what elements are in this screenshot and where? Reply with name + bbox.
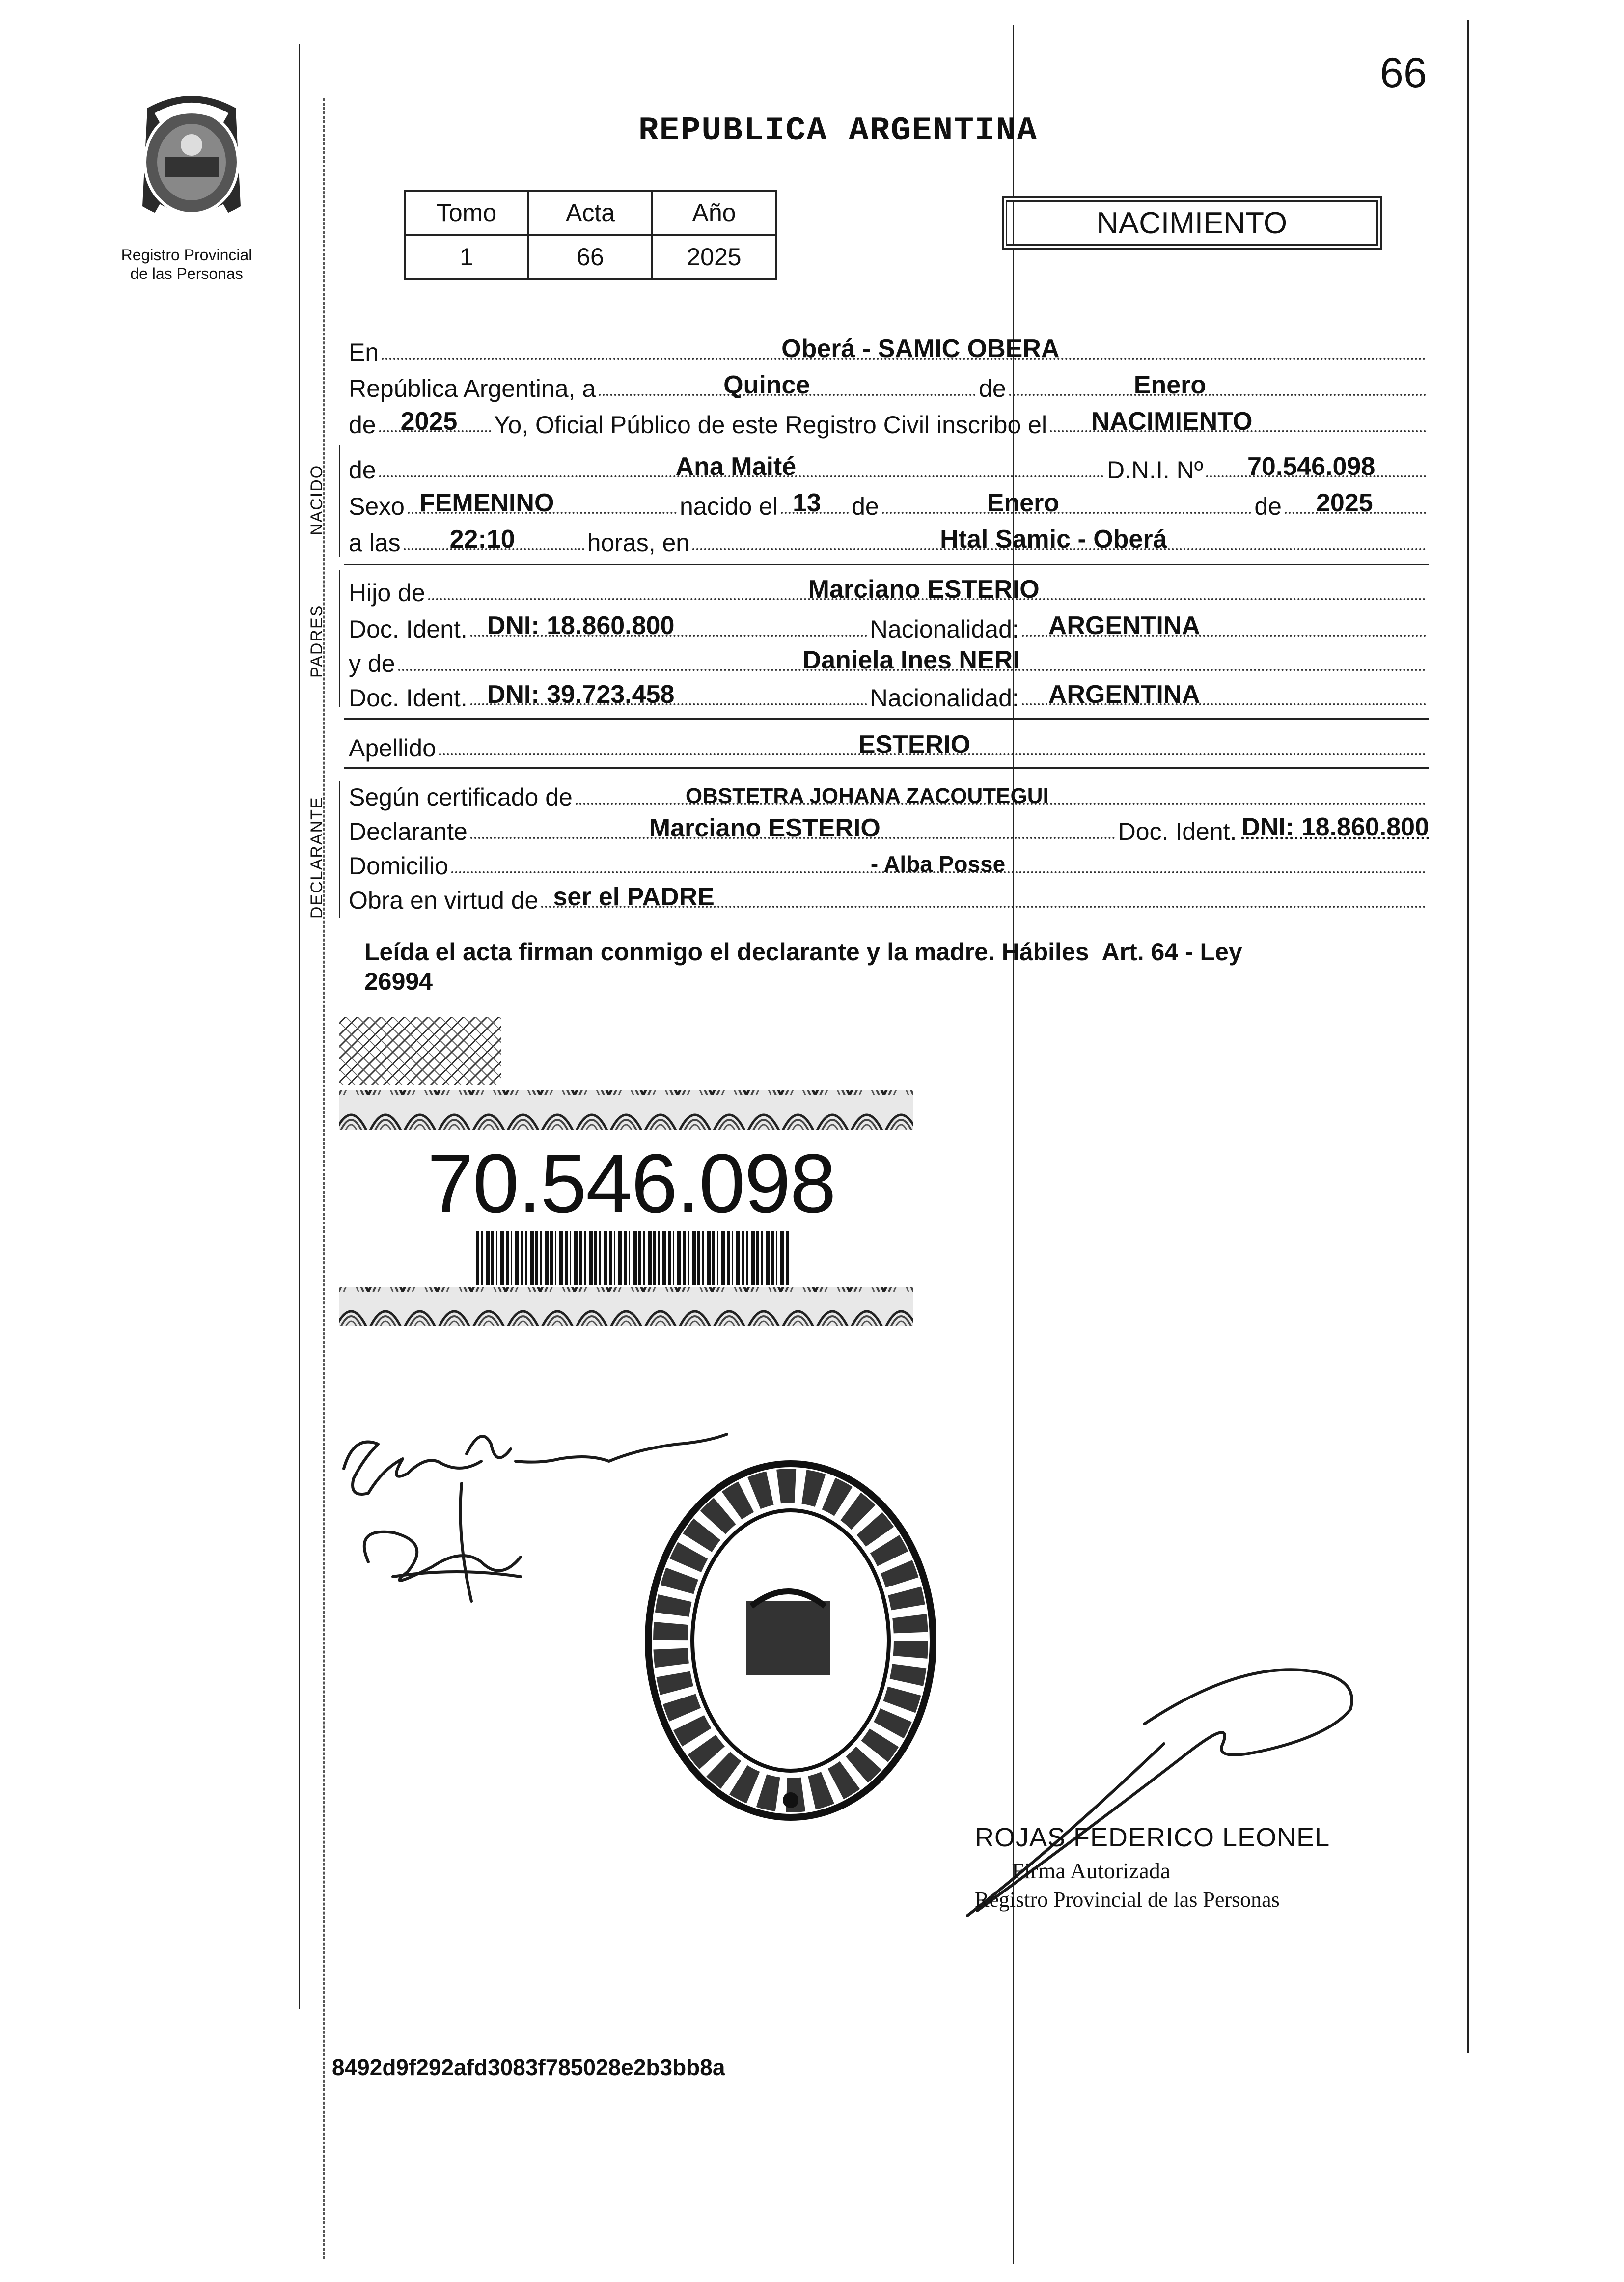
table-value-acta: 66 xyxy=(528,235,652,279)
row-hora-place: Htal Samic - Oberá xyxy=(940,525,1167,554)
row-en-label: En xyxy=(349,338,379,366)
row-obra-label: Obra en virtud de xyxy=(349,887,539,914)
row-en-value: Oberá - SAMIC OBERA xyxy=(781,334,1060,363)
row-doc1 xyxy=(349,611,1429,643)
row-hijo-label: Hijo de xyxy=(349,579,425,607)
record-type-box xyxy=(1002,196,1382,250)
record-table xyxy=(404,190,777,280)
row-year xyxy=(349,407,1429,439)
row-doc2 xyxy=(349,680,1429,712)
province-logo xyxy=(118,88,265,236)
row-nombre xyxy=(349,452,1429,484)
row-domicilio-label: Domicilio xyxy=(349,852,448,880)
row-sexo-nacido-label: nacido el xyxy=(679,493,778,520)
padres-bottom-rule xyxy=(344,718,1429,720)
barcode xyxy=(476,1231,791,1285)
row-apellido-label: Apellido xyxy=(349,734,436,762)
row-doc2-nac-label: Nacionalidad: xyxy=(870,684,1019,712)
right-border-line xyxy=(1467,20,1469,2053)
row-doc1-nac: ARGENTINA xyxy=(1048,612,1200,640)
row-republica-label: República Argentina, a xyxy=(349,375,596,402)
row-sexo-value: FEMENINO xyxy=(419,489,554,517)
page-number: 66 xyxy=(1380,50,1427,97)
nacido-section-bar xyxy=(339,445,340,557)
document-title: REPUBLICA ARGENTINA xyxy=(638,112,1038,150)
closing-text-line2: 26994 xyxy=(364,968,433,995)
row-republica xyxy=(349,370,1429,403)
row-doc2-nac: ARGENTINA xyxy=(1048,680,1200,709)
row-apellido xyxy=(349,730,1429,762)
side-label-nacido: NACIDO xyxy=(307,464,326,535)
row-sexo-de1: de xyxy=(852,493,879,520)
row-hijo-value: Marciano ESTERIO xyxy=(808,575,1040,604)
record-type-label: NACIMIENTO xyxy=(1096,206,1288,240)
row-hora-horas-label: horas, en xyxy=(587,529,690,557)
nacido-bottom-rule xyxy=(344,564,1429,565)
row-year-record: NACIMIENTO xyxy=(1091,407,1253,436)
row-year-value: 2025 xyxy=(400,407,458,436)
row-doc2-value: DNI: 39.723.458 xyxy=(487,680,675,709)
row-sexo xyxy=(349,488,1429,521)
row-en xyxy=(349,334,1429,366)
row-nombre-value: Ana Maité xyxy=(675,452,797,481)
table-header-tomo: Tomo xyxy=(405,191,528,235)
table-value-tomo: 1 xyxy=(405,235,528,279)
row-sexo-de2: de xyxy=(1254,493,1282,520)
row-nombre-dni-label: D.N.I. Nº xyxy=(1106,456,1203,484)
row-declarante-label: Declarante xyxy=(349,818,468,845)
row-certificado xyxy=(349,779,1429,811)
misiones-seal-icon xyxy=(118,88,265,236)
row-nombre-dni: 70.546.098 xyxy=(1247,452,1376,481)
row-obra-value: ser el PADRE xyxy=(553,883,715,911)
row-republica-month: Enero xyxy=(1133,371,1207,399)
row-republica-de: de xyxy=(979,375,1006,402)
row-certificado-value: OBSTETRA JOHANA ZACOUTEGUI xyxy=(685,784,1049,808)
official-role: Firma Autorizada xyxy=(1012,1858,1171,1883)
row-hora-value: 22:10 xyxy=(449,525,515,554)
table-header-anio: Año xyxy=(652,191,776,235)
padres-section-bar xyxy=(339,570,340,707)
row-nombre-label: de xyxy=(349,456,376,484)
logo-caption-line2: de las Personas xyxy=(130,265,243,282)
row-year-label: de xyxy=(349,411,376,439)
row-hijo xyxy=(349,575,1429,607)
closing-text-line1: Leída el acta firman conmigo el declarante y la madre. Hábiles Art. 64 - Ley xyxy=(364,938,1242,966)
row-sexo-year: 2025 xyxy=(1316,489,1373,517)
row-doc1-label: Doc. Ident. xyxy=(349,615,468,643)
closing-text xyxy=(364,937,1425,996)
row-yde-value: Daniela Ines NERI xyxy=(802,646,1020,674)
row-apellido-value: ESTERIO xyxy=(858,730,971,759)
left-border-line xyxy=(299,44,300,2009)
declarante-section-bar xyxy=(339,781,340,918)
row-yde-label: y de xyxy=(349,650,395,677)
row-obra xyxy=(349,882,1429,915)
table-value-anio: 2025 xyxy=(652,235,776,279)
side-label-declarante: DECLARANTE xyxy=(307,796,326,918)
row-sexo-label: Sexo xyxy=(349,493,405,520)
row-declarante-doc: DNI: 18.860.800 xyxy=(1241,813,1429,841)
row-declarante-doc-label: Doc. Ident. xyxy=(1118,818,1237,845)
row-sexo-month: Enero xyxy=(987,489,1060,517)
side-label-padres: PADRES xyxy=(307,604,326,678)
row-yde xyxy=(349,645,1429,678)
row-doc1-value: DNI: 18.860.800 xyxy=(487,612,675,640)
official-signature-icon xyxy=(958,1660,1360,1925)
official-office: Registro Provincial de las Personas xyxy=(975,1888,1280,1912)
row-certificado-label: Según certificado de xyxy=(349,783,573,811)
row-declarante xyxy=(349,813,1429,846)
row-hora xyxy=(349,525,1429,557)
row-year-text: Yo, Oficial Público de este Registro Civil inscribo el xyxy=(494,411,1047,439)
row-doc1-nac-label: Nacionalidad: xyxy=(870,615,1019,643)
left-dashed-line xyxy=(323,98,325,2259)
apellido-bottom-rule xyxy=(344,767,1429,769)
registry-stamp-icon xyxy=(638,1454,943,1827)
row-domicilio xyxy=(349,848,1429,880)
row-republica-day: Quince xyxy=(723,371,810,399)
row-domicilio-value: - Alba Posse xyxy=(870,851,1006,877)
official-stamp xyxy=(638,1454,943,1827)
table-header-acta: Acta xyxy=(528,191,652,235)
row-doc2-label: Doc. Ident. xyxy=(349,684,468,712)
dni-sticker-number: 70.546.098 xyxy=(427,1137,835,1230)
logo-caption-line1: Registro Provincial xyxy=(121,246,252,264)
row-hora-label: a las xyxy=(349,529,401,557)
document-hash: 8492d9f292afd3083f785028e2b3bb8a xyxy=(332,2055,725,2080)
official-name: ROJAS FEDERICO LEONEL xyxy=(975,1823,1330,1852)
logo-caption xyxy=(88,246,285,283)
row-sexo-day: 13 xyxy=(793,489,821,517)
row-declarante-value: Marciano ESTERIO xyxy=(649,814,881,842)
